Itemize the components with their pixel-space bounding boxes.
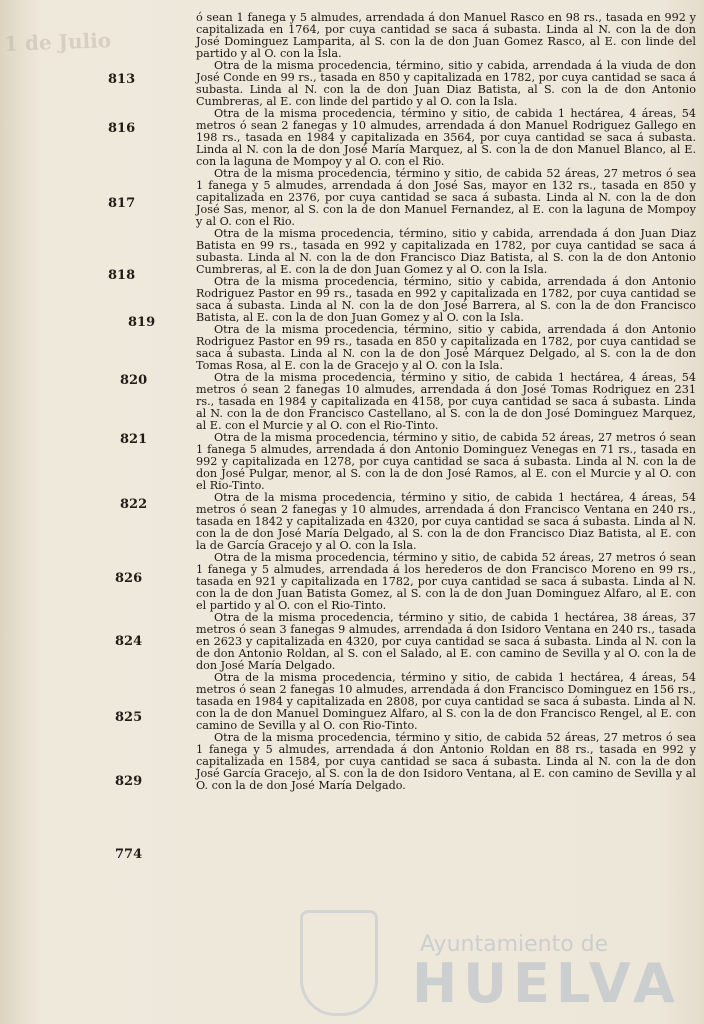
watermark-line1: Ayuntamiento de: [420, 932, 609, 957]
lot-number: 816: [108, 121, 136, 136]
lot-entry: Otra de la misma procedencia, término, sitio y cabida, arrendada á don Juan Diaz Batista en 99 rs., tasada en 992 y capitalizada en 1782, por cuya cantidad se saca á subasta. Linda al N. con la de don Francisco Diaz Batista, al S. con la de don Antonio Cumbreras, al E. con la de don Juan Gomez y al O. con la Isla.: [196, 227, 696, 276]
watermark: [300, 900, 700, 1024]
lot-entry: Otra de la misma procedencia, término y sitio, de cabida 1 hectárea, 4 áreas, 54 metros ó sean 2 fanegas 10 almudes, arrendada á don José Tomas Rodriguez en 231 rs., tasada en 1984 y capitalizada en 4158, por cuya cantidad se saca á subasta. Linda al N. con la de don Francisco Castellano, al S. con la de don José Dominguez Marquez, al E. con el Murcie y al O. con el Rio-Tinto.: [196, 371, 696, 432]
bleed-through-text: 1 de Julio: [3, 28, 112, 56]
lot-entry: Otra de la misma procedencia, término, sitio y cabida, arrendada á la viuda de don José Conde en 99 rs., tasada en 850 y capitalizada en 1782, por cuya cantidad se saca á subasta. Linda al N. con la de don Juan Diaz Batista, al S. con la de don Antonio Cumbreras, al E. con linde del partido y al O. con la Isla.: [196, 59, 696, 108]
lot-entry: Otra de la misma procedencia, término y sitio, de cabida 52 áreas, 27 metros ó sea 1 fanega y 5 almudes, arrendada á don Antonio Roldan en 88 rs., tasada en 992 y capitalizada en 1584, por cuya cantidad se saca á subasta. Linda al N. con la de don José García Gracejo, al S. con la de don Isidoro Ventana, al E. con camino de Sevilla y al O. con la de don José María Delgado.: [196, 731, 696, 792]
lot-entry: Otra de la misma procedencia, término, sitio y cabida, arrendada á don Antonio Rodriguez Pastor en 99 rs., tasada en 850 y capitalizada en 1782, por cuya cantidad se saca á subasta. Linda al N. con la de don José Márquez Delgado, al S. con la de don Tomas Rosa, al E. con la de Gracejo y al O. con la Isla.: [196, 323, 696, 372]
watermark-line2: HUELVA: [412, 952, 681, 1015]
lot-entry: Otra de la misma procedencia, término y sitio, de cabida 1 hectárea, 4 áreas, 54 metros ó sean 2 fanegas 10 almudes, arrendada á don Francisco Dominguez en 156 rs., tasada en 1984 y capitalizada en 2808, por cuya cantidad se saca á subasta. Linda al N. con la de don Manuel Dominguez Alfaro, al S. con la de don Francisco Rengel, al E. con camino de Sevilla y al O. con Rio-Tinto.: [196, 671, 696, 732]
lot-entry: Otra de la misma procedencia, término y sitio, de cabida 52 áreas, 27 metros ó sean 1 fanega y 5 almudes, arrendada á los herederos de don Francisco Moreno en 99 rs., tasada en 921 y capitalizada en 1782, por cuya cantidad se saca á subasta. Linda al N. con la de don Juan Batista Gomez, al S. con la de don Juan Dominguez Alfaro, al E. con el partido y al O. con el Rio-Tinto.: [196, 551, 696, 612]
lot-number: 774: [115, 847, 143, 862]
lot-number: 813: [108, 72, 136, 87]
lot-entry: Otra de la misma procedencia, término y sitio, de cabida 1 hectárea, 4 áreas, 54 metros ó sean 2 fanegas y 10 almudes, arrendada á don Francisco Ventana en 240 rs., tasada en 1842 y capitalizada en 4320, por cuya cantidad se saca á subasta. Linda al N. con la de don José María Delgado, al S. con la de don Francisco Diaz Batista, al E. con la de García Gracejo y al O. con la Isla.: [196, 491, 696, 552]
lot-number: 818: [108, 268, 136, 283]
lot-entry: Otra de la misma procedencia, término y sitio, de cabida 1 hectárea, 4 áreas, 54 metros ó sean 2 fanegas y 10 almudes, arrendada á don Manuel Rodriguez Gallego en 198 rs., tasada en 1984 y capitalizada en 3564, por cuya cantidad se saca á subasta. Linda al N. con la de don José María Marquez, al S. con la de don Manuel Blanco, al E. con la laguna de Mompoy y al O. con el Rio.: [196, 107, 696, 168]
lot-entry: Otra de la misma procedencia, término y sitio, de cabida 1 hectárea, 38 áreas, 37 metros ó sean 3 fanegas 9 almudes, arrendada á don Isidoro Ventana en 240 rs., tasada en 2623 y capitalizada en 4320, por cuya cantidad se saca á subasta. Linda al N. con la de don Antonio Roldan, al S. con el Salado, al E. con camino de Sevilla y al O. con la de don José María Delgado.: [196, 611, 696, 672]
lot-number: 825: [115, 710, 143, 725]
lot-number: 822: [120, 497, 148, 512]
lot-number: 829: [115, 774, 143, 789]
lot-entry: Otra de la misma procedencia, término y sitio, de cabida 52 áreas, 27 metros ó sean 1 fanega 5 almudes, arrendada á don Antonio Dominguez Venegas en 71 rs., tasada en 992 y capitalizada en 1278, por cuya cantidad se saca á subasta. Linda al N. con la de don José Pulgar, menor, al S. con la de don José Ramos, al E. con el Murcie y al O. con el Rio-Tinto.: [196, 431, 696, 492]
lot-number: 826: [115, 571, 143, 586]
lot-entry: Otra de la misma procedencia, término y sitio, de cabida 52 áreas, 27 metros ó sea 1 fanega y 5 almudes, arrendada á don José Sas, mayor en 132 rs., tasada en 850 y capitalizada en 2376, por cuya cantidad se saca á subasta. Linda al N. con la de don José Sas, menor, al S. con la de don Manuel Fernandez, al E. con la laguna de Mompoy y al O. con el Rio.: [196, 167, 696, 228]
lot-number: 820: [120, 373, 148, 388]
lot-number: 817: [108, 196, 136, 211]
lot-entry: ó sean 1 fanega y 5 almudes, arrendada á don Manuel Rasco en 98 rs., tasada en 992 y capitalizada en 1764, por cuya cantidad se saca á subasta. Linda al N. con la de don José Dominguez Lamparita, al S. con la de don Juan Gomez Rasco, al E. con linde del partido y al O. con la Isla.: [196, 11, 696, 60]
lot-number: 824: [115, 634, 143, 649]
lot-entry: Otra de la misma procedencia, término, sitio y cabida, arrendada á don Antonio Rodriguez Pastor en 99 rs., tasada en 992 y capitalizada en 1782, por cuya cantidad se saca á subasta. Linda al N. con la de don José Barrera, al S. con la de don Francisco Batista, al E. con la de don Juan Gomez y al O. con la Isla.: [196, 275, 696, 324]
shield-icon: [300, 910, 378, 1016]
lot-number: 821: [120, 432, 148, 447]
lot-number: 819: [128, 315, 156, 330]
document-body: [196, 12, 696, 792]
